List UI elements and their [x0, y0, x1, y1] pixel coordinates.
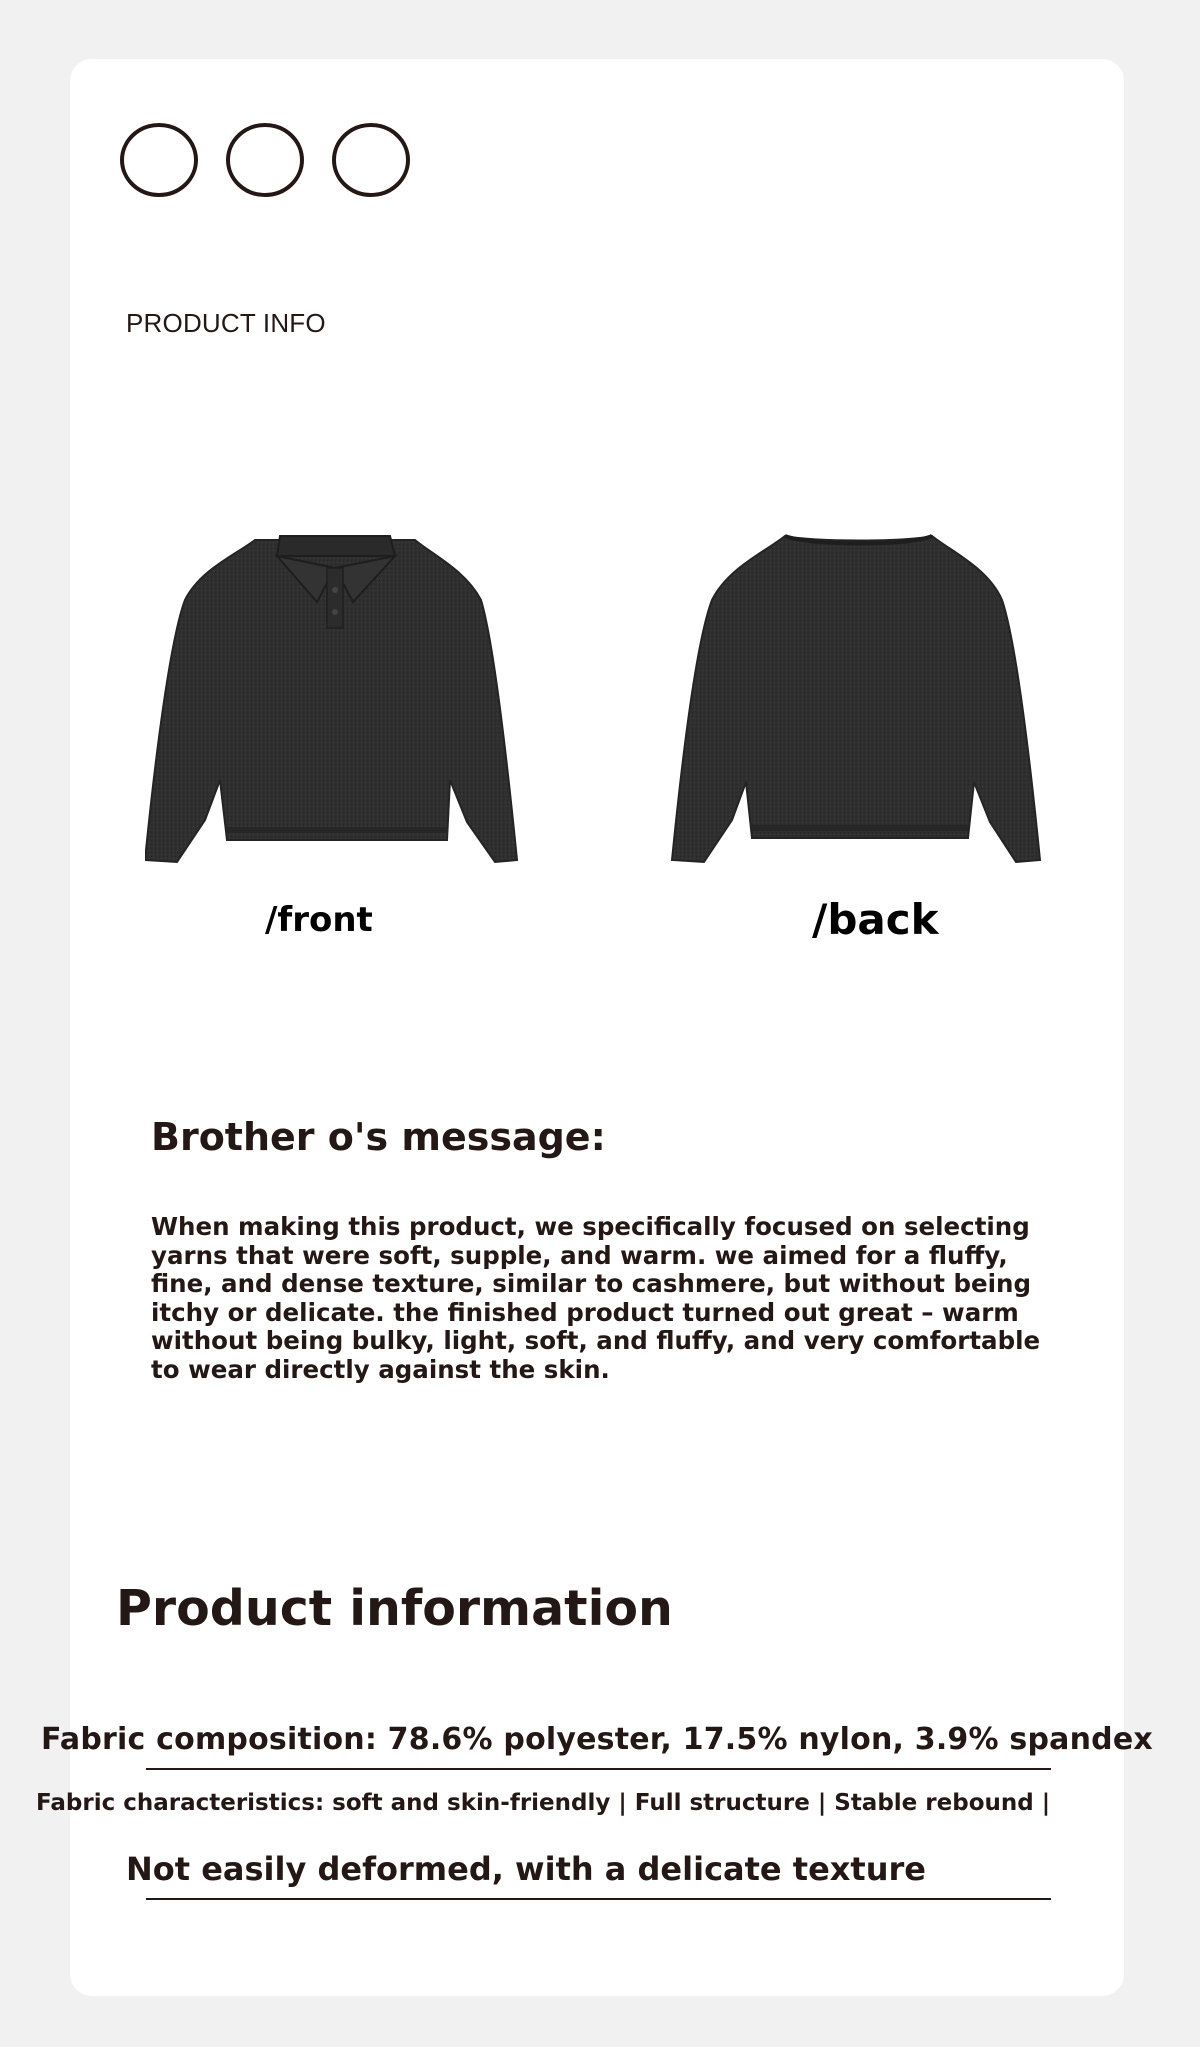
product-information-title: Product information — [116, 1580, 673, 1637]
product-card — [70, 59, 1124, 1996]
divider — [146, 1898, 1051, 1900]
fabric-composition: Fabric composition: 78.6% polyester, 17.5% nylon, 3.9% spandex — [41, 1722, 1153, 1757]
sweater-back-image — [670, 530, 1050, 870]
front-caption: /front — [265, 900, 373, 940]
fabric-characteristics: Fabric characteristics: soft and skin-friendly | Full structure | Stable rebound | — [36, 1790, 1051, 1816]
message-body: When making this product, we specifically focused on selecting yarns that were soft, supple, and warm. we aimed for a fluffy, fine, and dense texture, similar to cashmere, but without being itchy or delicate. the finished product turned out great – warm without being bulky, light, soft, and fluffy, and very comfortable to wear directly against the skin. — [151, 1212, 1041, 1384]
ooo-logo-icon — [118, 117, 414, 203]
fabric-note: Not easily deformed, with a delicate texture — [126, 1850, 926, 1888]
section-label: PRODUCT INFO — [126, 308, 326, 338]
message-title: Brother o's message: — [151, 1115, 606, 1159]
back-caption: /back — [812, 895, 939, 944]
divider — [146, 1768, 1051, 1770]
sweater-front-image — [145, 530, 525, 870]
